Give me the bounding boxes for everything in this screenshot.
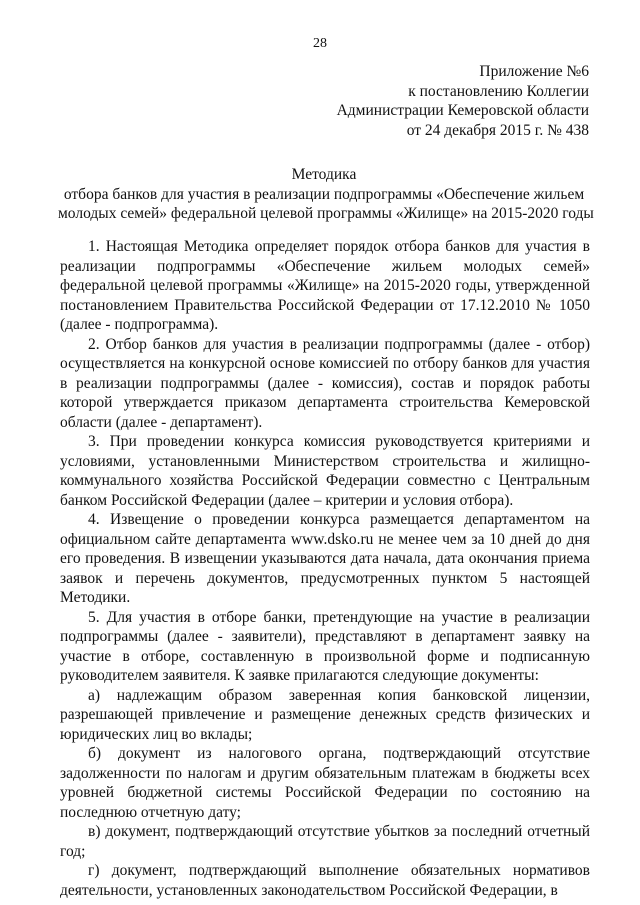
page-number: 28 — [313, 36, 327, 51]
appendix-line: к постановлению Коллегии — [408, 82, 589, 100]
paragraph-5d: г) документ, подтверждающий выполнение обязательных нормативов деятельности, установленных законодательством Российской Федерации, в — [60, 862, 590, 899]
paragraph-4: 4. Извещение о проведении конкурса размещается департаментом на официальном сайте департамента www.dsko.ru не менее чем за 10 дней до дня его проведения. В извещении указываются дата начала, дата окончания приема заявок и перечень документов, предусмотренных пунктом 5 настоящей Методики. — [60, 511, 590, 606]
appendix-header — [337, 62, 589, 140]
paragraph-5a: а) надлежащим образом заверенная копия банковской лицензии, разрешающей привлечение и размещение денежных средств физических и юридических лиц во вклады; — [60, 686, 590, 743]
appendix-line: Приложение №6 — [479, 63, 589, 80]
paragraph-5c: в) документ, подтверждающий отсутствие убытков за последний отчетный год; — [60, 823, 590, 860]
title-line: отбора банков для участия в реализации подпрограммы «Обеспечение жильем — [63, 185, 585, 203]
document-title — [58, 165, 594, 224]
paragraph-2: 2. Отбор банков для участия в реализации подпрограммы (далее - отбор) осуществляется на конкурсной основе комиссией по отбору банков для участия в реализации подпрограммы (далее - комиссия), состав и порядок работы которой утверждается приказом департамента строительства Кемеровской области (далее - департамент). — [60, 335, 590, 431]
appendix-line: Администрации Кемеровской области — [336, 102, 589, 119]
paragraph-5b: б) документ из налогового органа, подтверждающий отсутствие задолженности по налогам и другим обязательным платежам в бюджеты всех уровней бюджетной системы Российской Федерации по состоянию на последнюю отчетную дату; — [60, 745, 590, 821]
paragraph-3: 3. При проведении конкурса комиссия руководствуется критериями и условиями, установленными Министерством строительства и жилищно-коммунального хозяйства Российской Федерации совместно с Центральным банком Российской Федерации (далее – критерии и условия отбора). — [60, 433, 590, 509]
appendix-line: от 24 декабря 2015 г. № 438 — [406, 121, 589, 139]
title-line: Методика — [291, 166, 357, 183]
title-line: молодых семей» федеральной целевой программы «Жилище» на 2015-2020 годы — [58, 205, 594, 222]
paragraph-1: 1. Настоящая Методика определяет порядок отбора банков для участия в реализации подпрограммы «Обеспечение жильем молодых семей» федеральной целевой программы «Жилище» на 2015-2020 годы, утвержденной постановлением Правительства Российской Федерации от 17.12.2010 № 1050 (далее - подпрограмма). — [60, 238, 590, 333]
document-body — [60, 237, 590, 900]
paragraph-5: 5. Для участия в отборе банки, претендующие на участие в реализации подпрограммы (далее - заявители), представляют в департамент заявку на участие в отборе, составленную в произвольной форме и подписанную руководителем заявителя. К заявке прилагаются следующие документы: — [60, 608, 590, 684]
